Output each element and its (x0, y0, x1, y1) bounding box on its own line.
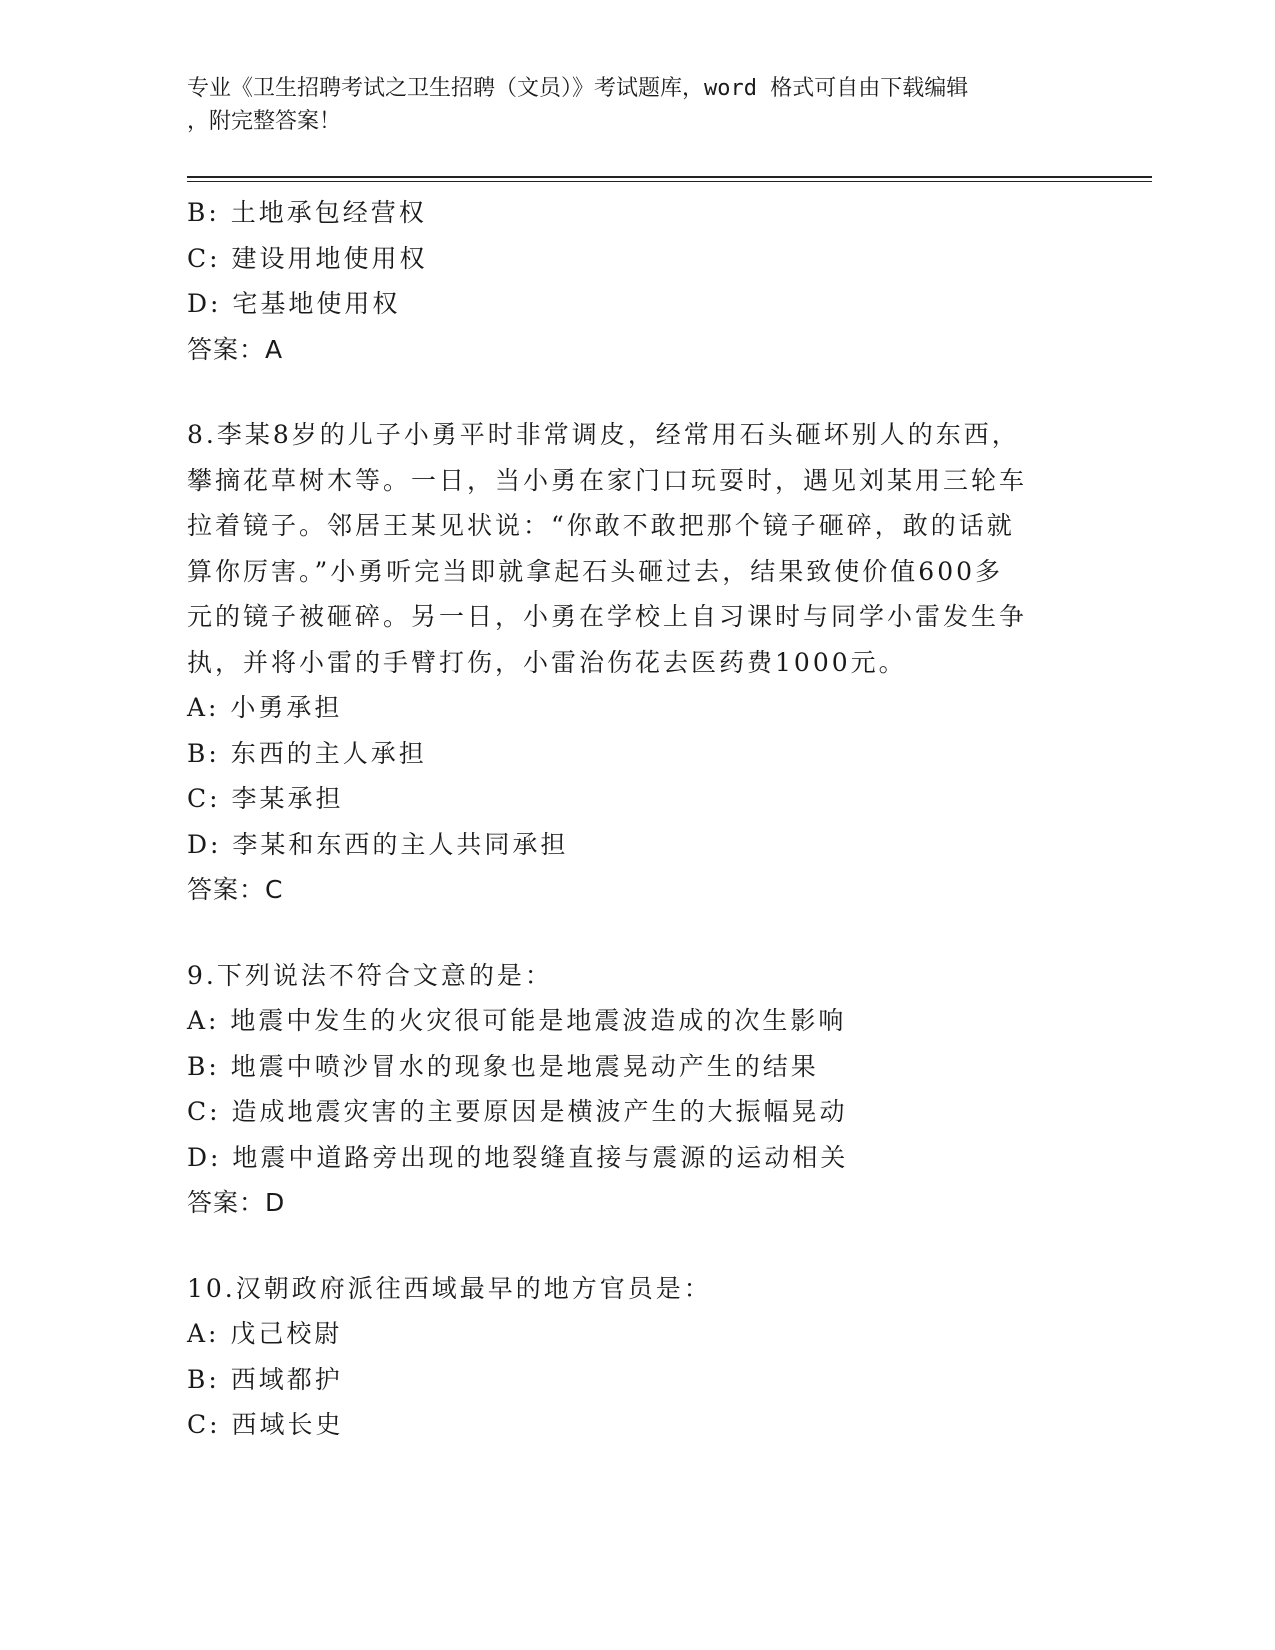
q9-option-d: D: 地震中道路旁出现的地裂缝直接与震源的运动相关 (187, 1142, 849, 1172)
q7-option-b: B: 土地承包经营权 (187, 198, 427, 227)
q8-answer: 答案：C (187, 875, 284, 904)
document-header (187, 72, 1067, 138)
question-8 (187, 412, 1067, 913)
q9-option-b: B: 地震中喷沙冒水的现象也是地震晃动产生的结果 (187, 1051, 819, 1081)
question-7-continued (187, 190, 1067, 372)
header-line-2: ，附完整答案！ (187, 109, 342, 134)
header-divider-thick (187, 176, 1152, 178)
header-divider-thin (187, 181, 1152, 182)
q7-option-d: D: 宅基地使用权 (187, 289, 401, 318)
q8-stem-line-3: 拉着镜子。邻居王某见状说：“你敢不敢把那个镜子砸碎，敢的话就 (187, 511, 1015, 540)
q10-option-a: A: 戊己校尉 (187, 1319, 343, 1348)
q8-stem-line-5: 元的镜子被砸碎。另一日，小勇在学校上自习课时与同学小雷发生争 (187, 602, 1028, 631)
q7-option-c: C: 建设用地使用权 (187, 243, 428, 273)
q8-option-c: C: 李某承担 (187, 784, 344, 813)
q8-option-a: A: 小勇承担 (187, 693, 343, 722)
q8-option-b: B: 东西的主人承担 (187, 738, 427, 768)
q8-option-d: D: 李某和东西的主人共同承担 (187, 829, 569, 859)
q7-answer: 答案：A (187, 334, 284, 364)
q9-answer: 答案：D (187, 1188, 286, 1217)
q9-option-a: A: 地震中发生的火灾很可能是地震波造成的次生影响 (187, 1006, 847, 1035)
q8-stem-line-1: 8.李某8岁的儿子小勇平时非常调皮，经常用石头砸坏别人的东西， (187, 420, 1020, 449)
question-9 (187, 953, 1067, 1226)
q8-stem-line-6: 执，并将小雷的手臂打伤，小雷治伤花去医药费1000元。 (187, 647, 907, 677)
q10-option-c: C: 西域长史 (187, 1410, 344, 1439)
question-10 (187, 1266, 1067, 1448)
q10-stem: 10.汉朝政府派往西域最早的地方官员是： (187, 1273, 712, 1303)
header-line-1: 专业《卫生招聘考试之卫生招聘（文员）》考试题库，word 格式可自由下载编辑 (187, 76, 969, 101)
q10-option-b: B: 西域都护 (187, 1364, 343, 1394)
q8-stem-line-4: 算你厉害。”小勇听完当即就拿起石头砸过去，结果致使价值600多 (187, 556, 1004, 586)
q9-stem: 9.下列说法不符合文意的是： (187, 960, 553, 990)
question-list (187, 190, 1067, 1448)
q8-stem-line-2: 攀摘花草树木等。一日，当小勇在家门口玩耍时，遇见刘某用三轮车 (187, 465, 1028, 495)
q9-option-c: C: 造成地震灾害的主要原因是横波产生的大振幅晃动 (187, 1097, 848, 1126)
